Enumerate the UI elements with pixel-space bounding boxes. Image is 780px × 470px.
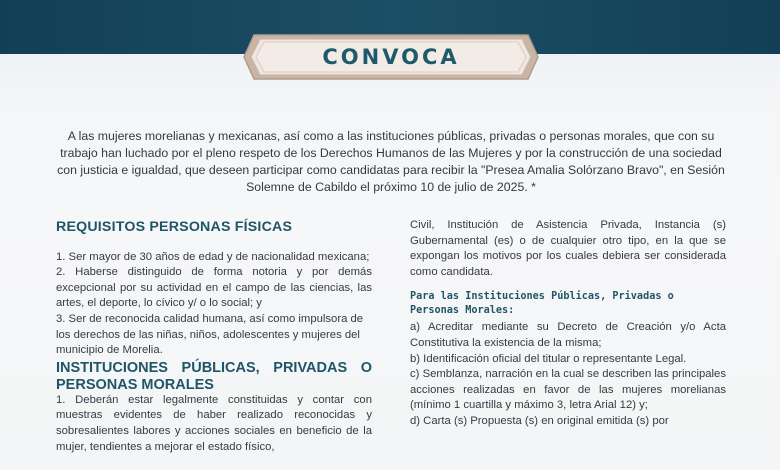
heading-institutions-line2: PERSONAS MORALES [56,376,214,393]
banner-title: CONVOCA [322,45,460,69]
institution-item-d: d) Carta (s) Propuesta (s) en original emitida (s) por [410,414,669,427]
intro-paragraph: A las mujeres morelianas y mexicanas, así como a las instituciones públicas, privadas o personas morales, que con su trabajo han luchado por el pleno respeto de los Derechos Humanos de las Mujeres y por la construcción de una sociedad con justicia e igualdad, que deseen participar como candidatas para recibir la "Presea Amalia Solórzano Bravo", en Sesión Solemne de Cabildo el próximo 10 de julio de 2025. * [57,129,725,194]
heading-institutions-line1: INSTITUCIONES PÚBLICAS, PRIVADAS O [56,359,372,376]
institution-item-b: b) Identificación oficial del titular o representante Legal. [410,352,687,365]
candidacy-continuation: Civil, Institución de Asistencia Privada, Instancia (s) Gubernamental (es) o de cualquier otro tipo, en la que se expongan los motivos por los cuales debiera ser considerada como candidata. [410,219,726,278]
requirement-1: 1. Ser mayor de 30 años de edad y de nacionalidad mexicana; [56,250,370,263]
left-column [56,220,372,455]
requirement-2: 2. Haberse distinguido de forma notoria y por demás excepcional por su actividad en el campo de las ciencias, las artes, el deporte, lo cívico y/ o lo social; y [56,266,372,310]
requirement-3: 3. Ser de reconocida calidad humana, así como impulsora de los derechos de las niñas, niños, adolescentes y mujeres del municipio de Morelia. [56,312,364,357]
institution-requirement-1: 1. Deberán estar legalmente constituidas y contar con muestras evidentes de haber realizado reconocidas y sobresalientes labores y acciones sociales en beneficio de la mujer, tendientes a mejorar el estado físico, [56,393,372,453]
convoca-banner [240,31,542,83]
heading-physical-persons: REQUISITOS PERSONAS FÍSICAS [56,219,293,235]
right-column [410,218,726,430]
institution-item-c: c) Semblanza, narración en la cual se describen las principales acciones realizadas en favor de las mujeres morelianas (mínimo 1 cuartilla y máximo 3, letra Arial 12) y; [410,368,726,412]
institution-item-a: a) Acreditar mediante su Decreto de Creación y/o Acta Constitutiva la existencia de la misma; [410,321,726,349]
institutions-subheading: Para las Instituciones Públicas, Privadas o Personas Morales: [410,291,674,317]
